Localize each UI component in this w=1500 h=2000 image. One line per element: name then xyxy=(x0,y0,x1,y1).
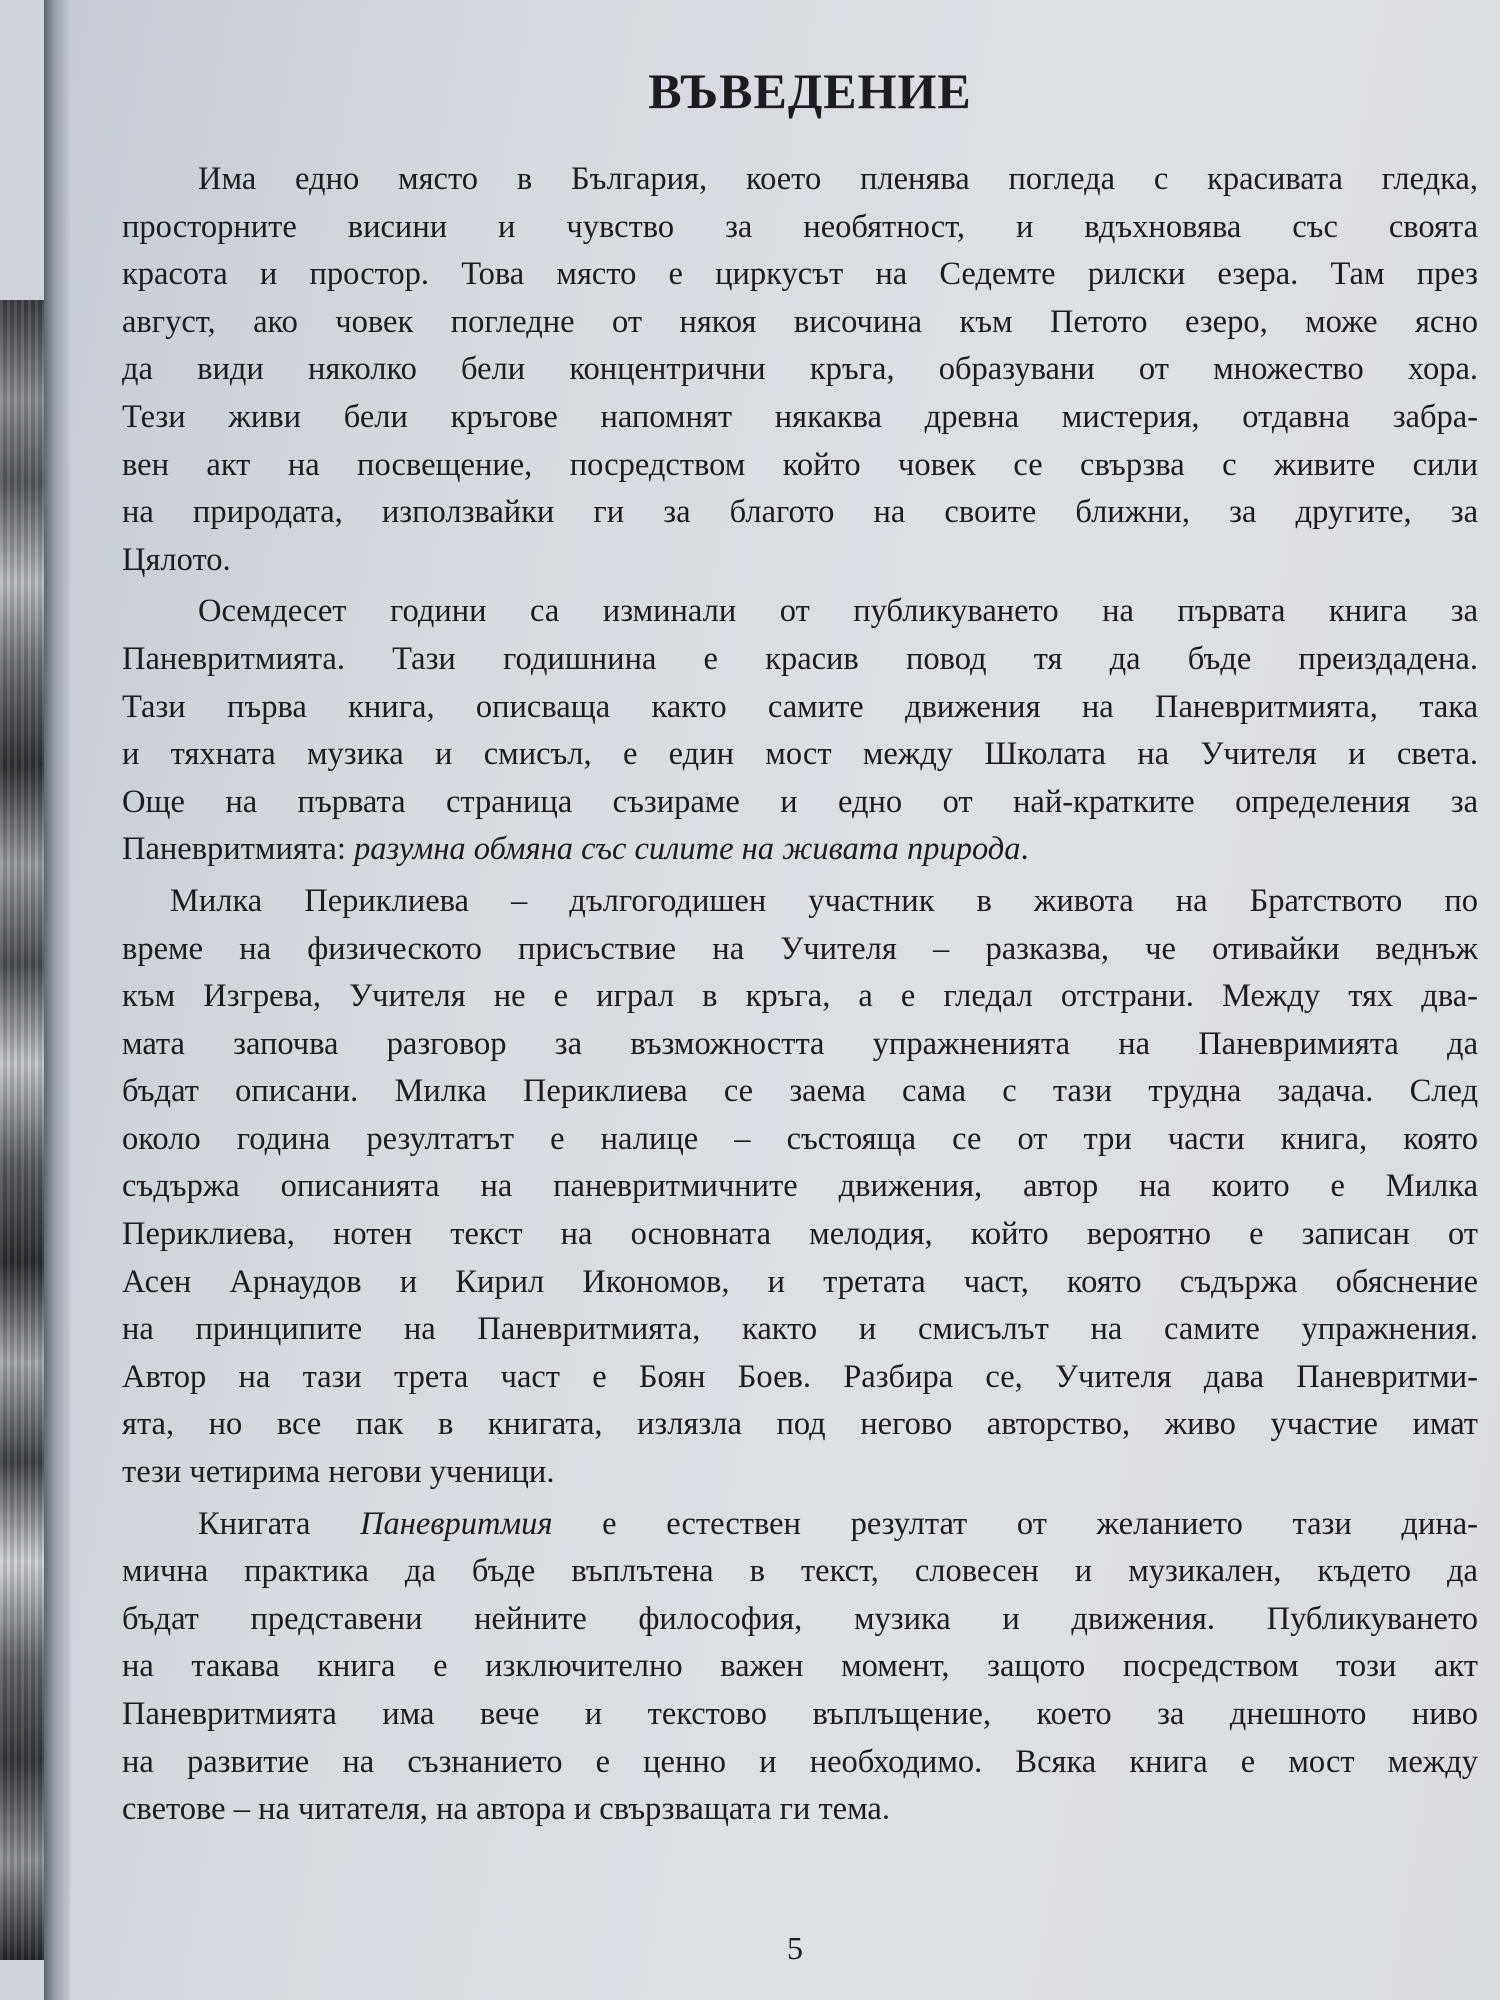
book-gutter xyxy=(44,0,70,2000)
text-segment: Книгата xyxy=(198,1505,361,1542)
paragraph-4 xyxy=(122,1501,1478,1834)
text-line: време на физическото присъствие на Учителя – разказва, че отивайки веднъж xyxy=(122,930,1478,967)
text-line: просторните висини и чувство за необятност, и вдъхновява със своята xyxy=(122,208,1478,245)
italic-book-title: Паневритмия xyxy=(360,1505,553,1542)
italic-phrase: разумна обмяна със силите на живата природа xyxy=(354,831,1021,868)
page-content xyxy=(122,62,1478,1838)
text-line: около година резултатът е налице – състояща се от три части книга, която xyxy=(122,1120,1478,1157)
text-line: на развитие на съзнанието е ценно и необходимо. Всяка книга е мост между xyxy=(122,1743,1478,1780)
text-line: бъдат представени нейните философия, музика и движения. Публикуването xyxy=(122,1600,1478,1637)
text-line: Милка Периклиева – дългогодишен участник в живота на Братството по xyxy=(170,882,1478,919)
text-line: Още на първата страница съзираме и едно от най-кратките определения за xyxy=(122,783,1478,820)
text-segment: Паневритмията: xyxy=(122,831,354,868)
text-line: мична практика да бъде въплътена в текст, словесен и музикален, където да xyxy=(122,1553,1478,1590)
text-line: красота и простор. Това място е циркусът на Седемте рилски езера. Там през xyxy=(122,256,1478,293)
text-segment: . xyxy=(1020,831,1029,868)
book-page xyxy=(70,0,1500,2000)
text-line xyxy=(122,1501,1478,1549)
paragraph-2 xyxy=(122,588,1478,874)
text-line: да види няколко бели концентрични кръга, образувани от множество хора. xyxy=(122,351,1478,388)
text-line: вен акт на посвещение, посредством който човек се свързва с живите сили xyxy=(122,446,1478,483)
text-line: Има едно място в България, което пленява погледа с красивата гледка, xyxy=(198,161,1478,197)
text-line: на принципите на Паневритмията, както и смисълът на самите упражнения. xyxy=(122,1311,1478,1348)
text-line: Тази първа книга, описваща както самите движения на Паневритмията, така xyxy=(122,688,1478,725)
text-line: тези четирима негови ученици. xyxy=(122,1454,555,1491)
text-line: съдържа описанията на паневритмичните движения, автор на които е Милка xyxy=(122,1168,1478,1205)
page-title: ВЪВЕДЕНИЕ xyxy=(648,63,972,119)
text-line: Паневритмията. Тази годишнина е красив повод тя да бъде преиздадена. xyxy=(122,640,1478,677)
text-line: към Изгрева, Учителя не е играл в кръга, а е гледал отстрани. Между тях два- xyxy=(122,978,1478,1015)
text-line: и тяхната музика и смисъл, е един мост между Школата на Учителя и света. xyxy=(122,736,1478,773)
facing-page-photo xyxy=(0,300,44,1960)
text-line: ята, но все пак в книгата, излязла под негово авторство, живо участие имат xyxy=(122,1406,1478,1443)
text-line: Тези живи бели кръгове напомнят някаква древна мистерия, отдавна забра- xyxy=(122,398,1478,435)
text-line xyxy=(122,826,1478,874)
text-line: август, ако човек погледне от някоя височина към Петото езеро, може ясно xyxy=(122,303,1478,340)
text-line: на природата, използвайки ги за благото на своите ближни, за другите, за xyxy=(122,494,1478,531)
text-line: мата започва разговор за възможността упражненията на Паневримията да xyxy=(122,1025,1478,1062)
text-line: светове – на читателя, на автора и свързващата ги тема. xyxy=(122,1791,890,1828)
text-segment: е естествен резултат от желанието тази дина- xyxy=(552,1505,1478,1542)
text-line: на такава книга е изключително важен момент, защото посредством този акт xyxy=(122,1648,1478,1685)
text-line: Осемдесет години са изминали от публикуването на първата книга за xyxy=(198,593,1478,630)
text-line: бъдат описани. Милка Периклиева се заема сама с тази трудна задача. След xyxy=(122,1073,1478,1110)
text-line: Периклиева, нотен текст на основната мелодия, който вероятно е записан от xyxy=(122,1216,1478,1253)
text-line: Паневритмията има вече и текстово въплъщение, което за днешното ниво xyxy=(122,1696,1478,1732)
text-line: Цялото. xyxy=(122,541,231,578)
paragraph-1 xyxy=(122,156,1478,584)
paragraph-3 xyxy=(122,878,1478,1497)
text-line: Автор на тази трета част е Боян Боев. Разбира се, Учителя дава Паневритми- xyxy=(122,1358,1478,1395)
text-line: Асен Арнаудов и Кирил Икономов, и третата част, която съдържа обяснение xyxy=(122,1263,1478,1300)
page-number: 5 xyxy=(787,1930,803,1966)
